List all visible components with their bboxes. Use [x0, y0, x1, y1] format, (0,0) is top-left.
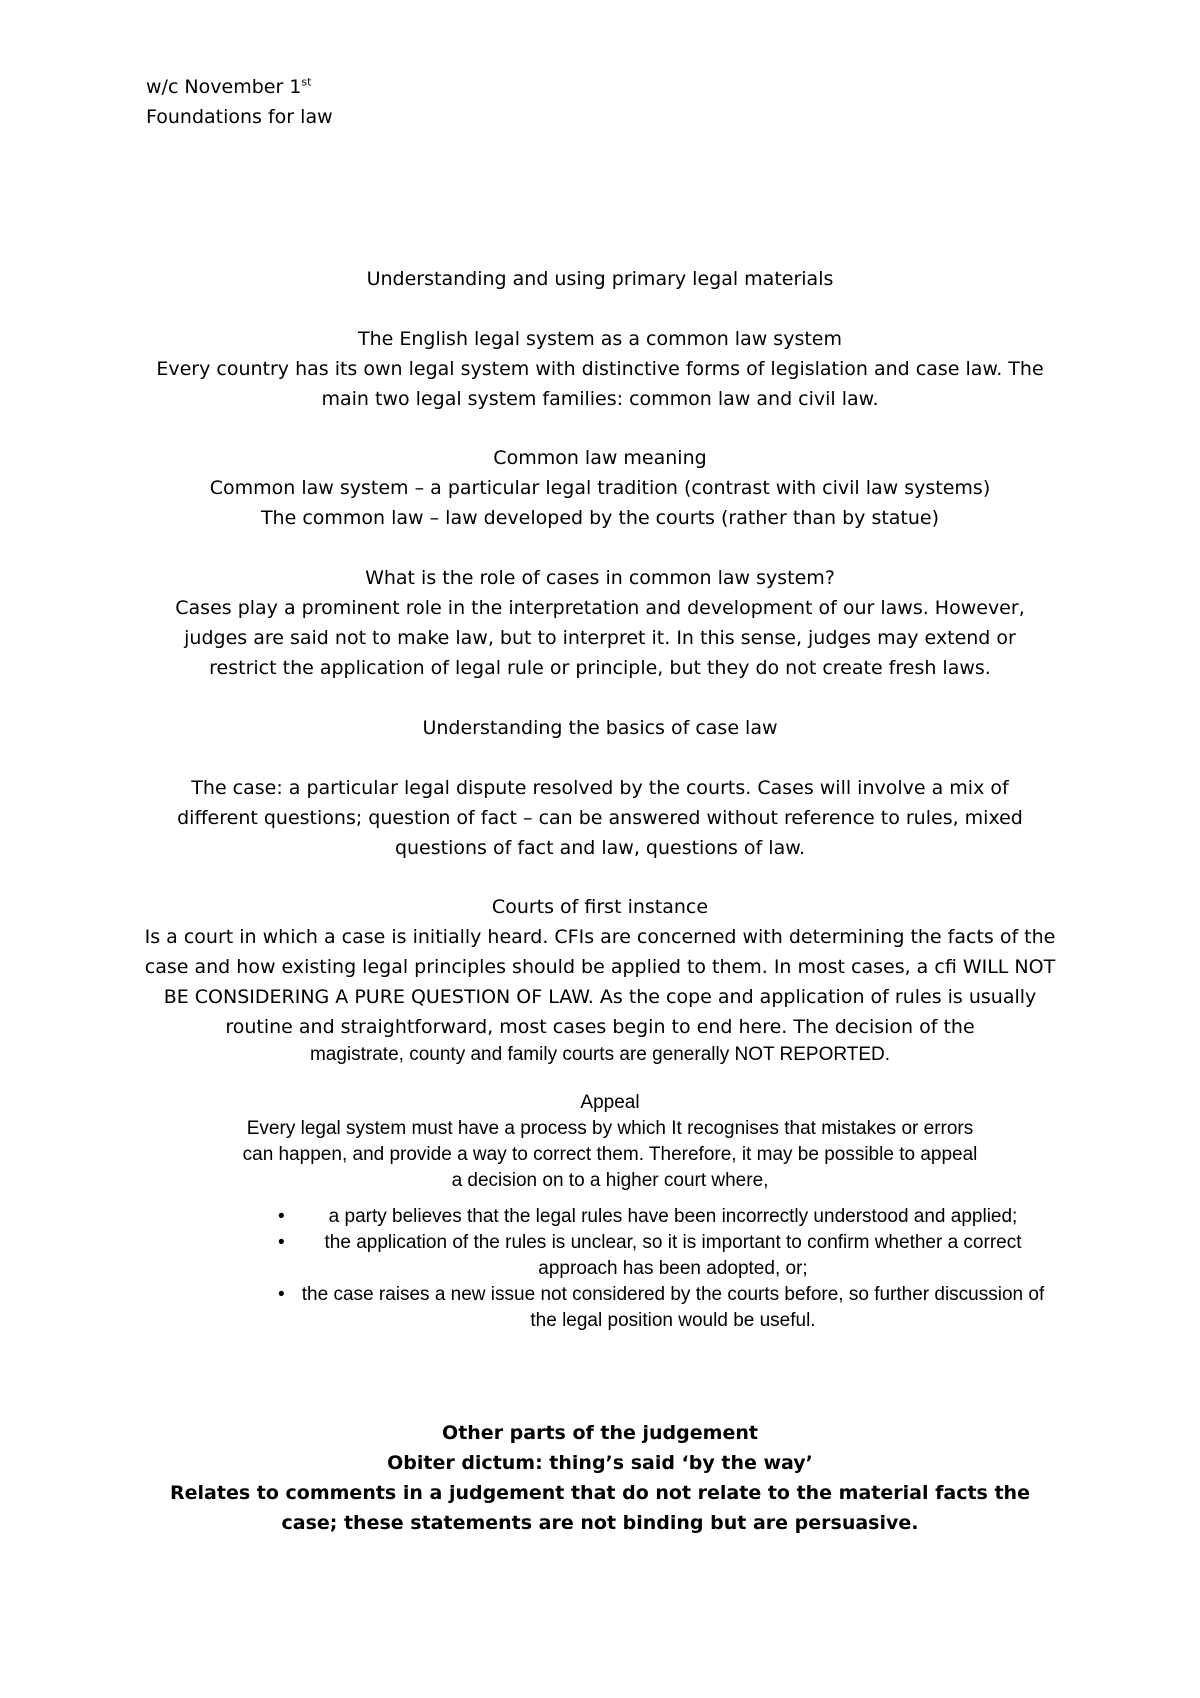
week-suffix: st	[301, 75, 312, 89]
section-title: The English legal system as a common law system	[358, 328, 842, 350]
list-item-text: a party believes that the legal rules have been incorrectly understood and applied;	[328, 1206, 1018, 1227]
section-body: Relates to comments in a judgement that do not relate to the material facts the case; these statements are not binding but are persuasive.	[170, 1482, 1030, 1534]
section-other-parts	[120, 1418, 1080, 1538]
week-label	[146, 72, 333, 102]
section-title: Common law meaning	[493, 447, 707, 469]
list-item-text: the case raises a new issue not considered by the courts before, so further discussion of the legal position would be useful.	[301, 1284, 1045, 1331]
section-courts-first-instance	[120, 892, 1080, 1068]
section-english-legal-system	[120, 324, 1080, 414]
section-body: Is a court in which a case is initially heard. CFIs are concerned with determining the facts of the case and how existing legal principles should be applied to them. In most cases, a cfi WILL NOT BE CONSIDERING A PURE QUESTION OF LAW. As the cope and application of rules is usually routine and straightforward, most cases begin to end here. The decision of the	[144, 926, 1056, 1038]
list-item	[260, 1282, 1050, 1334]
subject-label: Foundations for law	[146, 106, 333, 128]
bullet-icon: •	[278, 1232, 285, 1253]
list-item	[260, 1230, 1050, 1282]
section-title: Courts of first instance	[491, 896, 709, 918]
section-primary-materials	[120, 264, 1080, 294]
section-appeal	[240, 1090, 980, 1194]
section-line: The common law – law developed by the courts (rather than by statue)	[260, 507, 940, 529]
section-title: Appeal	[580, 1092, 640, 1113]
section-title: Other parts of the judgement	[442, 1422, 758, 1444]
section-body: Every country has its own legal system with distinctive forms of legislation and case law. The main two legal system families: common law and civil law.	[156, 358, 1044, 410]
bullet-icon: •	[278, 1206, 285, 1227]
section-title: Understanding the basics of case law	[422, 717, 778, 739]
bullet-icon: •	[278, 1284, 285, 1305]
document-header	[146, 72, 333, 132]
week-text: w/c November 1	[146, 76, 302, 98]
section-case-law-basics	[120, 713, 1080, 743]
section-title: What is the role of cases in common law system?	[365, 567, 835, 589]
section-title: Understanding and using primary legal materials	[366, 268, 834, 290]
section-line: Common law system – a particular legal tradition (contrast with civil law systems)	[209, 477, 991, 499]
section-body: The case: a particular legal dispute resolved by the courts. Cases will involve a mix of different questions; question of fact – can be answered without reference to rules, mixed questions of fact and law, questions of law.	[177, 777, 1023, 859]
section-subtitle: Obiter dictum: thing’s said ‘by the way’	[387, 1452, 813, 1474]
list-item-text: the application of the rules is unclear, so it is important to confirm whether a correct approach has been adopted, or;	[324, 1232, 1022, 1279]
section-body: Every legal system must have a process by which It recognises that mistakes or errors can happen, and provide a way to correct them. Therefore, it may be possible to appeal a decision on to a higher court where,	[242, 1118, 978, 1191]
section-role-of-cases	[120, 563, 1080, 683]
section-case-definition	[120, 773, 1080, 863]
appeal-bullet-list	[260, 1204, 1050, 1334]
section-body-tail: magistrate, county and family courts are generally NOT REPORTED.	[309, 1044, 891, 1065]
list-item	[260, 1204, 1050, 1230]
section-common-law-meaning	[120, 443, 1080, 533]
section-body: Cases play a prominent role in the interpretation and development of our laws. However, judges are said not to make law, but to interpret it. In this sense, judges may extend or restrict the application of legal rule or principle, but they do not create fresh laws.	[175, 597, 1025, 679]
